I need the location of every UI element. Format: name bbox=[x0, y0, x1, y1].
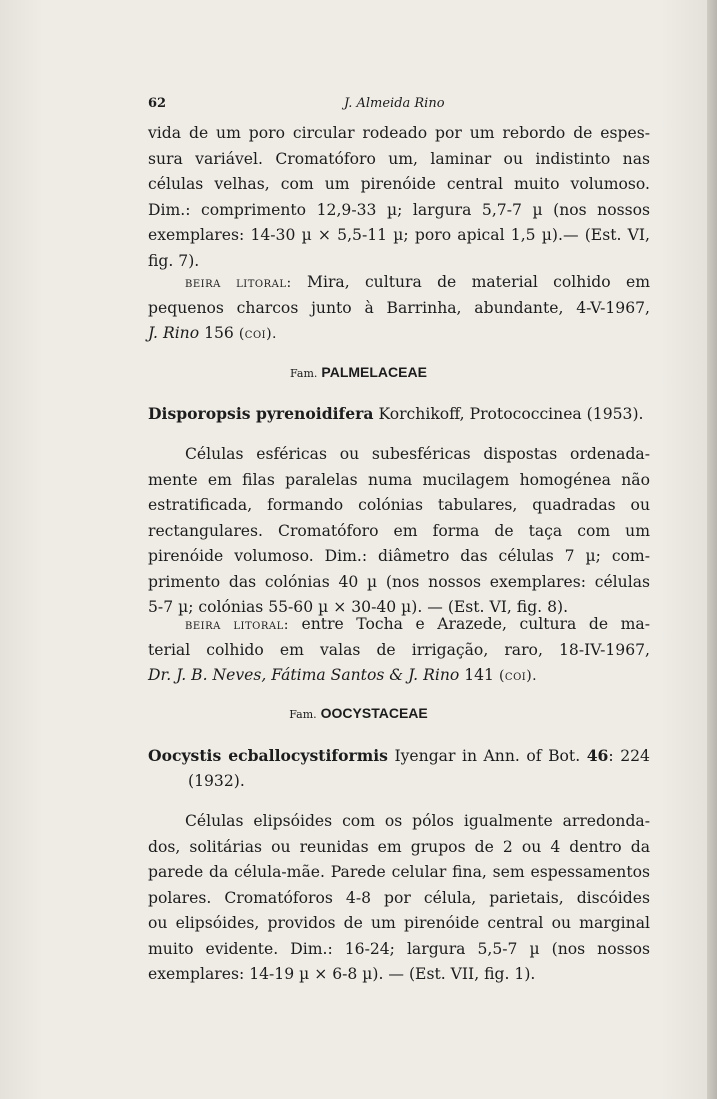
family-name: OOCYSTACEAE bbox=[320, 705, 428, 721]
text-line: pirenóide volumoso. Dim.: diâmetro das células 7 µ; com- bbox=[148, 547, 650, 565]
running-head: J. Almeida Rino bbox=[344, 96, 445, 111]
page-ref: : 224 bbox=[608, 747, 650, 765]
text-line bbox=[148, 401, 650, 427]
description-paragraph-1 bbox=[148, 442, 650, 621]
text-line: estratificada, formando colónias tabulares, quadradas ou bbox=[148, 496, 650, 514]
text-line: células velhas, com um pirenóide central muito volumoso. bbox=[148, 175, 650, 193]
taxon-authority: Iyengar in Ann. of Bot. bbox=[394, 747, 581, 765]
text-line: rectangulares. Cromatóforo em forma de taça com um bbox=[148, 521, 650, 540]
text-line: Células esféricas ou subesféricas dispostas ordenada- bbox=[185, 445, 650, 463]
text-line: 5-7 µ; colónias 55-60 µ × 30-40 µ). — (Est. VI, fig. 8). bbox=[148, 598, 569, 616]
text-line: primento das colónias 40 µ (nos nossos exemplares: células bbox=[148, 572, 650, 591]
text-line: polares. Cromatóforos 4-8 por célula, parietais, discóides bbox=[148, 888, 650, 907]
region-label: beira litoral: bbox=[185, 617, 289, 633]
text-line: dos, solitárias ou reunidas em grupos de 2 ou 4 dentro da bbox=[148, 837, 650, 856]
text-line: mente em filas paralelas numa mucilagem homogénea não bbox=[148, 470, 650, 489]
locality-record-2 bbox=[148, 612, 650, 689]
text-line bbox=[148, 743, 650, 769]
family-heading-oocystaceae bbox=[0, 705, 717, 721]
family-label: Fam. bbox=[289, 708, 317, 721]
text-line: pequenos charcos junto à Barrinha, abundante, 4-V-1967, bbox=[148, 298, 650, 317]
text-line bbox=[148, 321, 650, 347]
text-line: (1932). bbox=[188, 771, 245, 790]
page-edge bbox=[707, 0, 717, 1099]
description-paragraph-2 bbox=[148, 809, 650, 988]
text-line bbox=[148, 663, 650, 689]
region-label: beira litoral: bbox=[185, 275, 292, 291]
taxon-name: Oocystis ecballocystiformis bbox=[148, 746, 388, 765]
text-line: Dim.: comprimento 12,9-33 µ; largura 5,7-7 µ (nos nossos bbox=[148, 200, 650, 219]
specimen-number: 141 bbox=[464, 666, 494, 684]
text-line: exemplares: 14-30 µ × 5,5-11 µ; poro apical 1,5 µ).— (Est. VI, bbox=[148, 226, 650, 244]
taxon-heading-2 bbox=[148, 743, 650, 794]
text-line: exemplares: 14-19 µ × 6-8 µ). — (Est. VII, fig. 1). bbox=[148, 965, 536, 983]
taxon-heading-1 bbox=[148, 401, 650, 427]
text-line: ou elipsóides, providos de um pirenóide central ou marginal bbox=[148, 914, 650, 932]
volume-number: 46 bbox=[586, 746, 609, 765]
text-line: muito evidente. Dim.: 16-24; largura 5,5-7 µ (nos nossos bbox=[148, 939, 650, 958]
herbarium-code: (coi). bbox=[498, 668, 538, 684]
text-line: Células elipsóides com os pólos igualmente arredonda- bbox=[185, 812, 650, 830]
collector: J. Rino bbox=[148, 324, 200, 342]
paragraph-continuation bbox=[148, 121, 650, 274]
text-line bbox=[148, 270, 650, 296]
page-number: 62 bbox=[148, 96, 167, 111]
taxon-authority: Korchikoff, Protococcinea (1953). bbox=[378, 405, 644, 423]
text-line: vida de um poro circular rodeado por um rebordo de espes- bbox=[148, 124, 650, 142]
text-line: fig. 7). bbox=[148, 251, 200, 270]
collectors: Dr. J. B. Neves, Fátima Santos & J. Rino bbox=[148, 666, 460, 684]
locality-record-1 bbox=[148, 270, 650, 347]
taxon-name: Disporopsis pyrenoidifera bbox=[148, 404, 374, 423]
text-line: parede da célula-mãe. Parede celular fina, sem espessamentos bbox=[148, 863, 650, 881]
locality-text: Mira, cultura de material colhido em bbox=[307, 273, 650, 291]
text-line bbox=[148, 612, 650, 638]
herbarium-code: (coi). bbox=[238, 326, 278, 342]
specimen-number: 156 bbox=[204, 324, 234, 342]
text-line: sura variável. Cromatóforo um, laminar ou indistinto nas bbox=[148, 149, 650, 168]
family-heading-palmelaceae bbox=[0, 364, 717, 380]
family-name: PALMELACEAE bbox=[321, 364, 427, 380]
family-label: Fam. bbox=[290, 367, 318, 380]
locality-text: entre Tocha e Arazede, cultura de ma- bbox=[301, 615, 650, 633]
text-line: terial colhido em valas de irrigação, raro, 18-IV-1967, bbox=[148, 640, 650, 659]
